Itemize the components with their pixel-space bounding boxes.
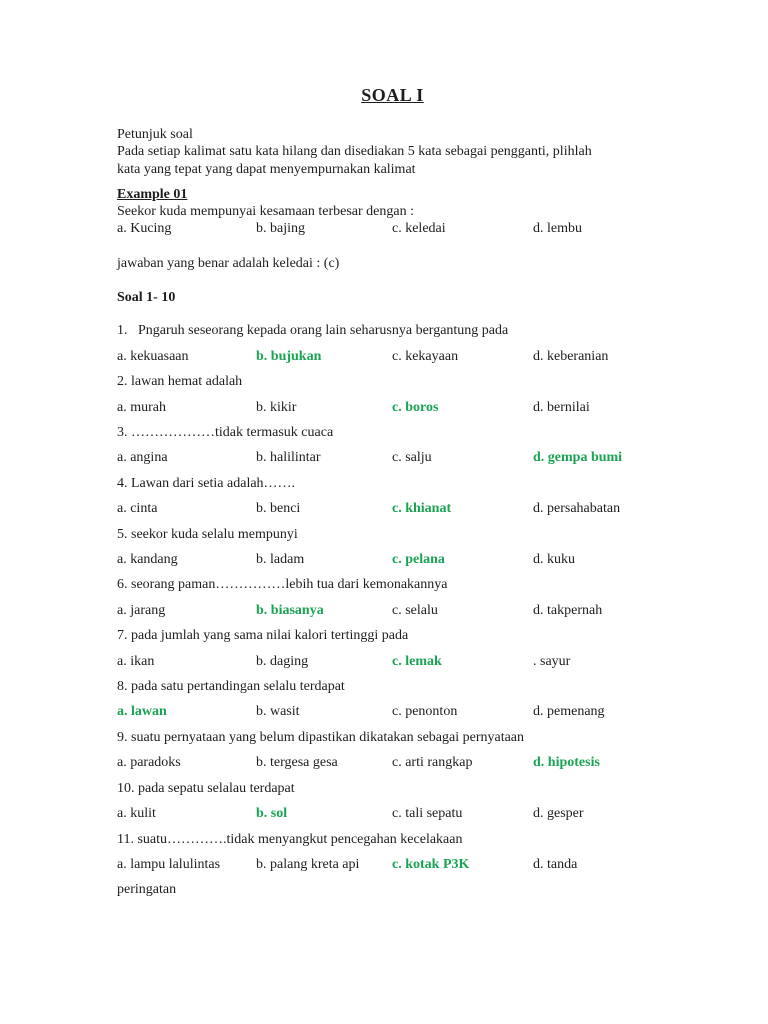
question-option-a: a. lampu lalulintas xyxy=(117,856,221,872)
question-option-a: a. lawan xyxy=(117,704,167,720)
question-text: 11. suatu………….tidak menyangkut pencegahan kecelakaan xyxy=(117,831,463,847)
example-block xyxy=(117,186,668,272)
question-option-c: c. selalu xyxy=(392,602,438,618)
question-row xyxy=(117,420,668,471)
question-text: 8. pada satu pertandingan selalu terdapat xyxy=(117,679,345,695)
example-option-c: c. keledai xyxy=(392,221,446,237)
example-options-row xyxy=(117,220,668,237)
question-option-c: c. pelana xyxy=(392,552,445,568)
question-options-row xyxy=(117,649,668,674)
example-question: Seekor kuda mempunyai kesamaan terbesar dengan : xyxy=(117,204,415,220)
question-option-a: a. angina xyxy=(117,450,168,466)
question-text: 3. ………………tidak termasuk cuaca xyxy=(117,425,334,440)
question-option-c: c. penonton xyxy=(392,704,458,720)
question-options-row xyxy=(117,801,668,826)
question-option-b: b. kikir xyxy=(256,399,297,415)
question-text: 2. lawan hemat adalah xyxy=(117,374,243,390)
question-text: 5. seekor kuda selalu mempunyi xyxy=(117,526,298,542)
instructions-heading: Petunjuk soal xyxy=(117,127,193,142)
example-option-b: b. bajing xyxy=(256,221,305,237)
question-option-a: a. murah xyxy=(117,399,166,415)
question-row xyxy=(117,369,668,420)
question-options-row xyxy=(117,395,668,420)
question-text: 4. Lawan dari setia adalah……. xyxy=(117,475,296,491)
question-option-d: d. persahabatan xyxy=(533,501,621,517)
question-option-c: c. arti rangkap xyxy=(392,755,473,771)
question-option-a: a. ikan xyxy=(117,653,155,669)
question-option-a: a. kulit xyxy=(117,806,156,822)
question-text: 6. seorang paman……………lebih tua dari kemonakannya xyxy=(117,577,448,593)
question-option-b: b. wasit xyxy=(256,704,300,720)
question-row xyxy=(117,674,668,725)
question-option-b: b. palang kreta api xyxy=(256,856,360,872)
question-row xyxy=(117,776,668,827)
question-option-c: c. khianat xyxy=(392,501,452,517)
question-options-row xyxy=(117,547,668,572)
question-option-d: d. gempa bumi xyxy=(533,450,623,466)
question-option-b: b. daging xyxy=(256,653,309,669)
question-option-d: d. pemenang xyxy=(533,704,605,720)
question-option-b: b. bujukan xyxy=(256,348,322,364)
question-option-b: b. benci xyxy=(256,501,301,517)
instructions-line: Pada setiap kalimat satu kata hilang dan disediakan 5 kata sebagai pengganti, plihlah xyxy=(117,144,592,160)
question-options-row xyxy=(117,496,668,521)
question-options-row xyxy=(117,750,668,775)
question-row xyxy=(117,725,668,776)
questions-list xyxy=(117,318,668,902)
question-option-b: b. halilintar xyxy=(256,450,321,466)
question-row xyxy=(117,572,668,623)
question-option-continuation: peringatan xyxy=(117,882,177,898)
question-options-row xyxy=(117,344,668,369)
example-heading: Example 01 xyxy=(117,186,188,202)
question-option-a: a. cinta xyxy=(117,501,158,517)
question-option-d: d. gesper xyxy=(533,806,584,822)
question-options-row xyxy=(117,598,668,623)
question-option-a: a. jarang xyxy=(117,602,166,618)
question-option-c: c. kekayaan xyxy=(392,348,459,364)
question-option-a: a. kandang xyxy=(117,552,178,568)
question-option-a: a. kekuasaan xyxy=(117,348,189,364)
question-option-d: d. bernilai xyxy=(533,399,590,415)
question-option-b: b. sol xyxy=(256,806,288,822)
question-option-d: d. hipotesis xyxy=(533,755,600,771)
question-option-c: c. lemak xyxy=(392,653,442,669)
question-option-a: a. paradoks xyxy=(117,755,181,771)
question-option-b: b. tergesa gesa xyxy=(256,755,338,771)
example-option-a: a. Kucing xyxy=(117,221,172,237)
question-options-row xyxy=(117,699,668,724)
question-option-d: d. tanda xyxy=(533,856,578,872)
question-option-c: c. salju xyxy=(392,450,432,466)
question-row xyxy=(117,522,668,573)
question-option-c: c. kotak P3K xyxy=(392,856,470,872)
question-row xyxy=(117,623,668,674)
question-option-d: d. kuku xyxy=(533,552,575,568)
example-option-d: d. lembu xyxy=(533,221,582,237)
question-option-d: d. takpernah xyxy=(533,602,603,618)
question-text: 1. Pngaruh seseorang kepada orang lain seharusnya bergantung pada xyxy=(117,323,509,339)
instructions-line: kata yang tepat yang dapat menyempurnakan kalimat xyxy=(117,161,416,177)
question-text: 9. suatu pernyataan yang belum dipastikan dikatakan sebagai pernyataan xyxy=(117,729,525,745)
question-row xyxy=(117,471,668,522)
question-text: 10. pada sepatu selalau terdapat xyxy=(117,780,295,796)
question-options-row xyxy=(117,445,668,470)
question-row xyxy=(117,318,668,369)
question-option-d: . sayur xyxy=(533,653,571,669)
example-answer-note: jawaban yang benar adalah keledai : (c) xyxy=(117,255,340,271)
question-options-row xyxy=(117,852,668,877)
question-text: 7. pada jumlah yang sama nilai kalori tertinggi pada xyxy=(117,628,409,644)
instructions-block xyxy=(117,126,668,178)
question-option-b: b. ladam xyxy=(256,552,305,568)
question-option-d: d. keberanian xyxy=(533,348,609,364)
question-row xyxy=(117,827,668,903)
question-option-b: b. biasanya xyxy=(256,602,324,618)
section-heading: Soal 1- 10 xyxy=(117,290,176,306)
question-option-c: c. boros xyxy=(392,399,439,415)
page-title: SOAL I xyxy=(361,85,424,105)
question-option-c: c. tali sepatu xyxy=(392,806,463,822)
